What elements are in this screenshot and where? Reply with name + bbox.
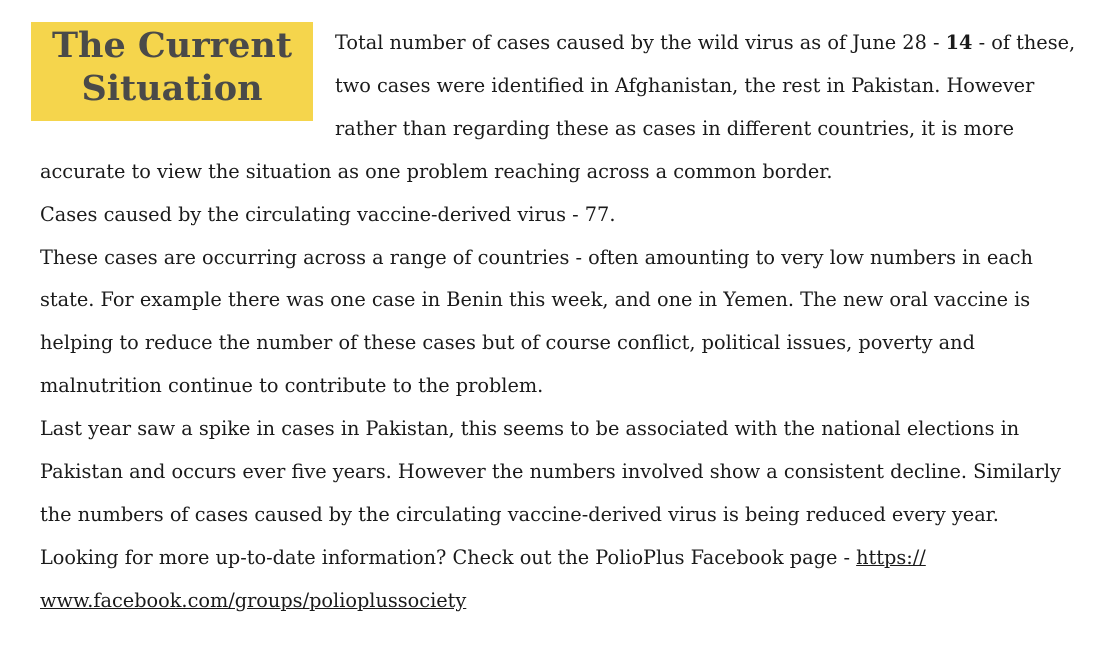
paragraph-more-info [40, 537, 1080, 623]
paragraph-countries: These cases are occurring across a range of countries - often amounting to very low numbers in each state. For example there was one case in Benin this week, and one in Yemen. The new oral vaccine is helping to reduce the number of these cases but of course conflict, political issues, poverty and malnutrition continue to contribute to the problem. [40, 245, 1033, 398]
vaccine-derived-count: 77 [584, 202, 610, 226]
paragraph-pakistan-spike: Last year saw a spike in cases in Pakistan, this seems to be associated with the national elections in Pakistan and occurs ever five years. However the numbers involved show a consistent decline. Similarly the numbers of cases caused by the circulating vaccine-derived virus is being reduced every year. [40, 417, 1061, 526]
heading-line-1: The Current [51, 25, 292, 66]
paragraph-text: Looking for more up-to-date information? Check out the PolioPlus Facebook page - [40, 545, 857, 569]
paragraph-text: . [609, 202, 616, 226]
facebook-group-link[interactable]: https:// www.facebook.com/groups/polioplussociety [40, 545, 926, 612]
paragraph-vaccine-derived [40, 194, 1080, 237]
section-heading-box [31, 22, 313, 121]
paragraph-text: - of these, two cases were identified in Afghanistan, the rest in Pakistan. However rather than regarding these as cases in different countries, it is more accurate to view the situation as one problem reaching across a common border. [40, 31, 1076, 183]
wild-virus-count: 14 [945, 31, 973, 54]
heading-line-2: Situation [81, 68, 263, 109]
paragraph-text: Total number of cases caused by the wild virus as of June 28 - [335, 31, 946, 54]
paragraph-text: Cases caused by the circulating vaccine-derived virus - [40, 202, 585, 226]
article [40, 22, 1080, 623]
